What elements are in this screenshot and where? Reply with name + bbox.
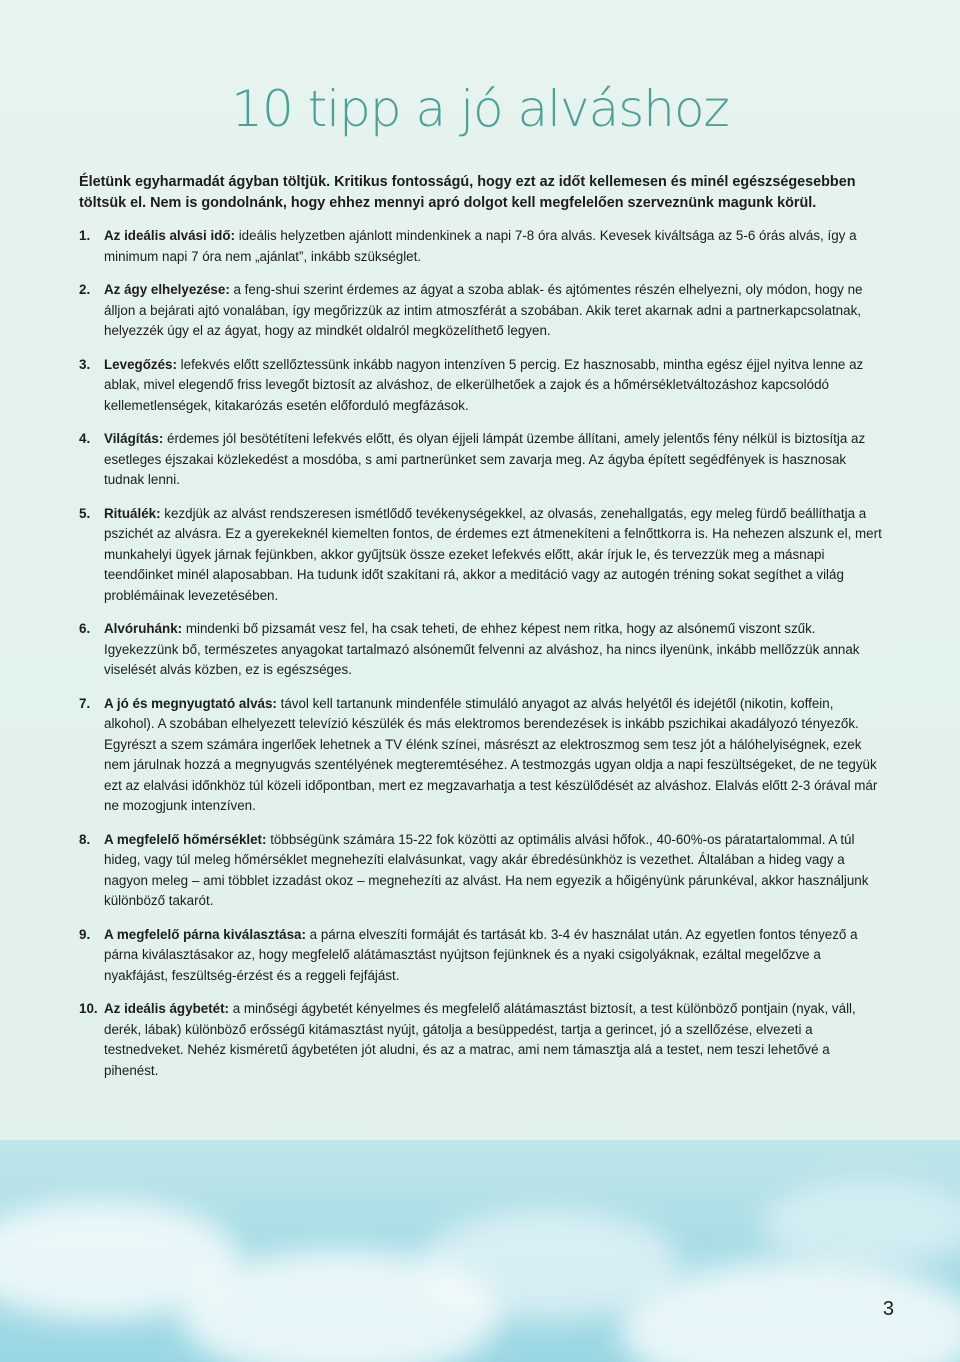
tip-text: mindenki bő pizsamát vesz fel, ha csak teheti, de ehhez képest nem ritka, hogy az alsónemű viszont szűk. Igyekezzünk bő, természetes anyagokat tartalmazó alsóneműt felvenni az alváshoz, ha nincs ilyenünk, inkább mellőzzük annak viselését alvás közben, ez is egészséges. — [104, 621, 860, 677]
tip-item — [79, 355, 885, 417]
intro-paragraph: Életünk egyharmadát ágyban töltjük. Kritikus fontosságú, hogy ezt az időt kellemesen és minél egészségesebben töltsük el. Nem is gondolnánk, hogy ehhez mennyi apró dolgot kell megfelelően szerveznünk magunk körül. — [79, 174, 856, 211]
tip-item — [79, 619, 885, 681]
tip-number: 9. — [79, 926, 91, 942]
tip-title: A megfelelő párna kiválasztása: — [104, 926, 306, 942]
tip-text: a feng-shui szerint érdemes az ágyat a szoba ablak- és ajtómentes részén elhelyezni, oly módon, hogy ne álljon a bejárati ajtó vonalában, így megőrizzük az intim atmoszférát a szobában. Akik teret akarnak adni a partnerkapcsolatnak, helyezzék úgy el az ágyat, hogy az mindkét oldalról megközelíthető legyen. — [104, 282, 863, 338]
tip-text: kezdjük az alvást rendszeresen ismétlődő tevékenységekkel, az olvasás, zenehallgatás, egy meleg fürdő beállíthatja a pszichét az alvásra. Ez a gyerekeknél kiemelten fontos, de érdemes ezt átmenekíteni a felnőttkorra is. Ha nehezen alszunk el, mert munkahelyi ügyek járnak fejünkben, akkor gyűjtsük össze ezeket lefekvés előtt, akár írjuk le, és tervezzük meg a másnapi teendőinket minél alaposabban. Ha tudunk időt szakítani rá, akkor a meditáció vagy az autogén tréning sokat segíthet a világ problémáinak levezetésében. — [104, 505, 882, 603]
tip-number: 6. — [79, 621, 91, 636]
page-title: 10 tipp a jó alváshoz — [231, 80, 729, 138]
tip-text: érdemes jól besötétíteni lefekvés előtt, és olyan éjjeli lámpát üzembe állítani, amely jelentős fény nélkül is biztosítja az esetleges éjszakai közlekedést a mosdóba, s ami partnerünket sem zavarja meg. Az ágyba épített segédfények is hasznosak tudnak lenni. — [104, 431, 866, 487]
sky-background-image — [0, 1140, 960, 1362]
tips-list — [79, 226, 885, 1094]
tip-title: Az ágy elhelyezése: — [104, 282, 230, 297]
tip-title: Az ideális alvási idő: — [104, 228, 235, 243]
tip-text: távol kell tartanunk mindenféle stimuláló anyagot az alvás helyétől és idejétől (nikotin, koffein, alkohol). A szobában elhelyezett televízió készülék és más elektromos berendezések is inkább pszichikai akadályozó tényezők. Egyrészt a szem számára ingerlőek lehetnek a TV élénk színei, másrészt az elektroszmog sem tesz jót a hálóhelyiségnek, ezek nem járulnak hozzá a megnyugvás szentélyének megteremtéséhez. A testmozgás ugyan oldja a napi feszültségeket, de ne tegyük ezt az elalvási időnkhöz túl közeli időpontban, mert ez megzavarhatja a test készülődését az alváshoz. Elalvás előtt 2-3 órával már ne mozogjunk intenzíven. — [104, 695, 878, 813]
tip-number: 1. — [79, 228, 91, 243]
tip-item — [79, 925, 885, 987]
tip-number: 7. — [79, 695, 91, 711]
tip-item — [79, 504, 885, 607]
tip-number: 10. — [79, 1001, 98, 1016]
tip-item — [79, 226, 885, 267]
tip-number: 2. — [79, 282, 91, 297]
tip-title: Az ideális ágybetét: — [104, 1001, 230, 1016]
tip-number: 4. — [79, 431, 91, 446]
tip-title: Rituálék: — [104, 505, 161, 521]
page-number: 3 — [882, 1298, 894, 1320]
tip-number: 8. — [79, 831, 91, 847]
tip-title: A jó és megnyugtató alvás: — [104, 695, 277, 711]
tip-item — [79, 429, 885, 491]
tip-title: A megfelelő hőmérséklet: — [104, 831, 267, 847]
tip-text: a minőségi ágybetét kényelmes és megfelelő alátámasztást biztosít, a test különböző pontjain (nyak, váll, derék, lábak) különböző erősségű kitámasztást nyújt, gátolja a besüppedést, tartja a gerincet, jó a szellőzése, elvezeti a testnedveket. Nehéz kisméretű ágybetéten jót aludni, és az a matrac, ami nem támasztja alá a testet, nem teszi lehetővé a pihenést. — [104, 1001, 856, 1078]
tip-item — [79, 694, 885, 817]
tip-item — [79, 830, 885, 912]
tip-item — [79, 999, 885, 1081]
tip-number: 3. — [79, 356, 91, 372]
tip-item — [79, 280, 885, 342]
tip-title: Levegőzés: — [104, 356, 177, 372]
tip-text: lefekvés előtt szellőztessünk inkább nagyon intenzíven 5 percig. Ez hasznosabb, mintha egész éjjel nyitva lenne az ablak, mivel elegendő friss levegőt biztosít az alváshoz, de elkerülhetőek a zajok és a hőmérsékletváltozáshoz kapcsolódó kellemetlenségek, kitakarózás esetén előforduló megfázások. — [104, 356, 864, 413]
tip-text: többségünk számára 15-22 fok közötti az optimális alvási hőfok., 40-60%-os páratartalommal. A túl hideg, vagy túl meleg hőmérséklet megnehezíti elalvásunkat, vagy akár ébredésünkhöz is vezethet. Általában a hideg vagy a nagyon meleg – ami többlet izzadást okoz – megnehezíti az alvást. Ha nem egyezik a hőigényünk párunkéval, akkor használjunk különböző takarót. — [104, 831, 869, 908]
tip-number: 5. — [79, 505, 91, 521]
tip-title: Alvóruhánk: — [104, 621, 183, 636]
tip-text: a párna elveszíti formáját és tartását kb. 3-4 év használat után. Az egyetlen fontos tényező a párna kiválasztásakor az, hogy megfelelő alátámasztást nyújtson fejünknek és a nyaki csigolyáknak, ezáltal megelőzve a nyakfájást, feszültség-érzést és a reggeli fejfájást. — [104, 926, 858, 983]
tip-title: Világítás: — [104, 431, 164, 446]
tip-text: ideális helyzetben ajánlott mindenkinek a napi 7-8 óra alvás. Kevesek kiváltsága az 5-6 órás alvás, így a minimum napi 7 óra nem „ajánlat”, inkább szükséglet. — [104, 228, 857, 264]
